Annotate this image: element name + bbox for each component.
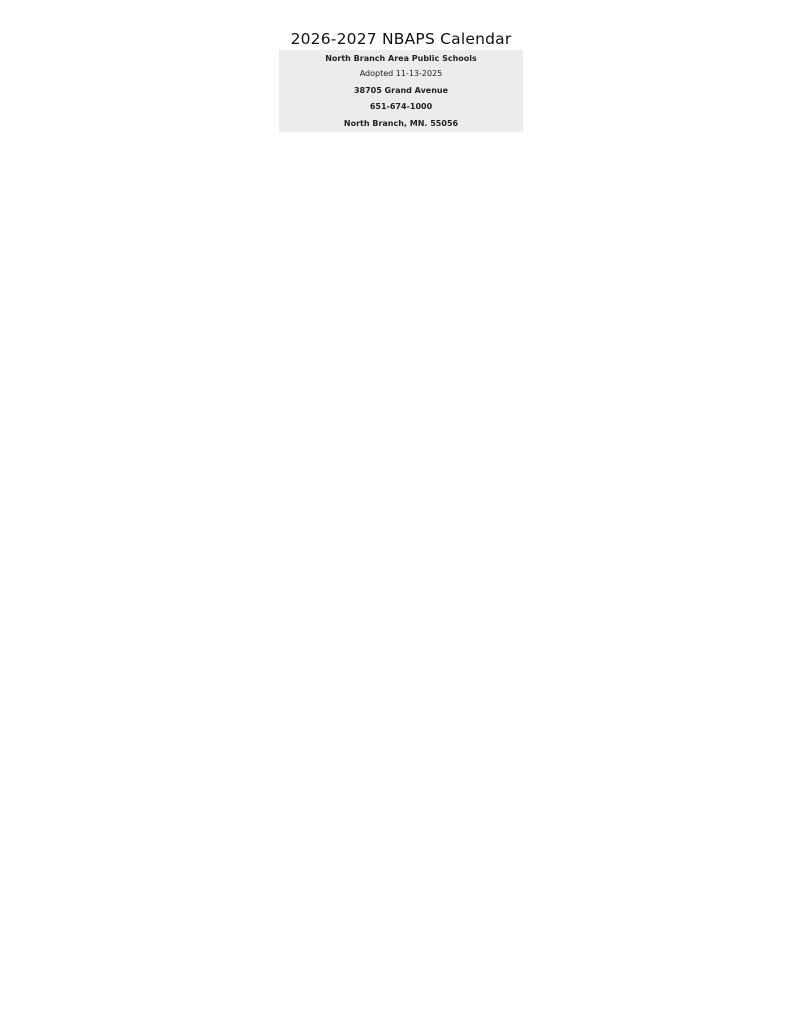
- district-phone: 651-674-1000: [369, 102, 433, 111]
- adopted-date: Adopted 11-13-2025: [359, 69, 443, 78]
- district-address: 38705 Grand Avenue: [353, 86, 449, 95]
- district-name: North Branch Area Public Schools: [325, 54, 477, 63]
- district-city: North Branch, MN. 55056: [343, 119, 459, 128]
- page-title: 2026-2027 NBAPS Calendar: [290, 30, 512, 48]
- district-info-box: [279, 50, 523, 132]
